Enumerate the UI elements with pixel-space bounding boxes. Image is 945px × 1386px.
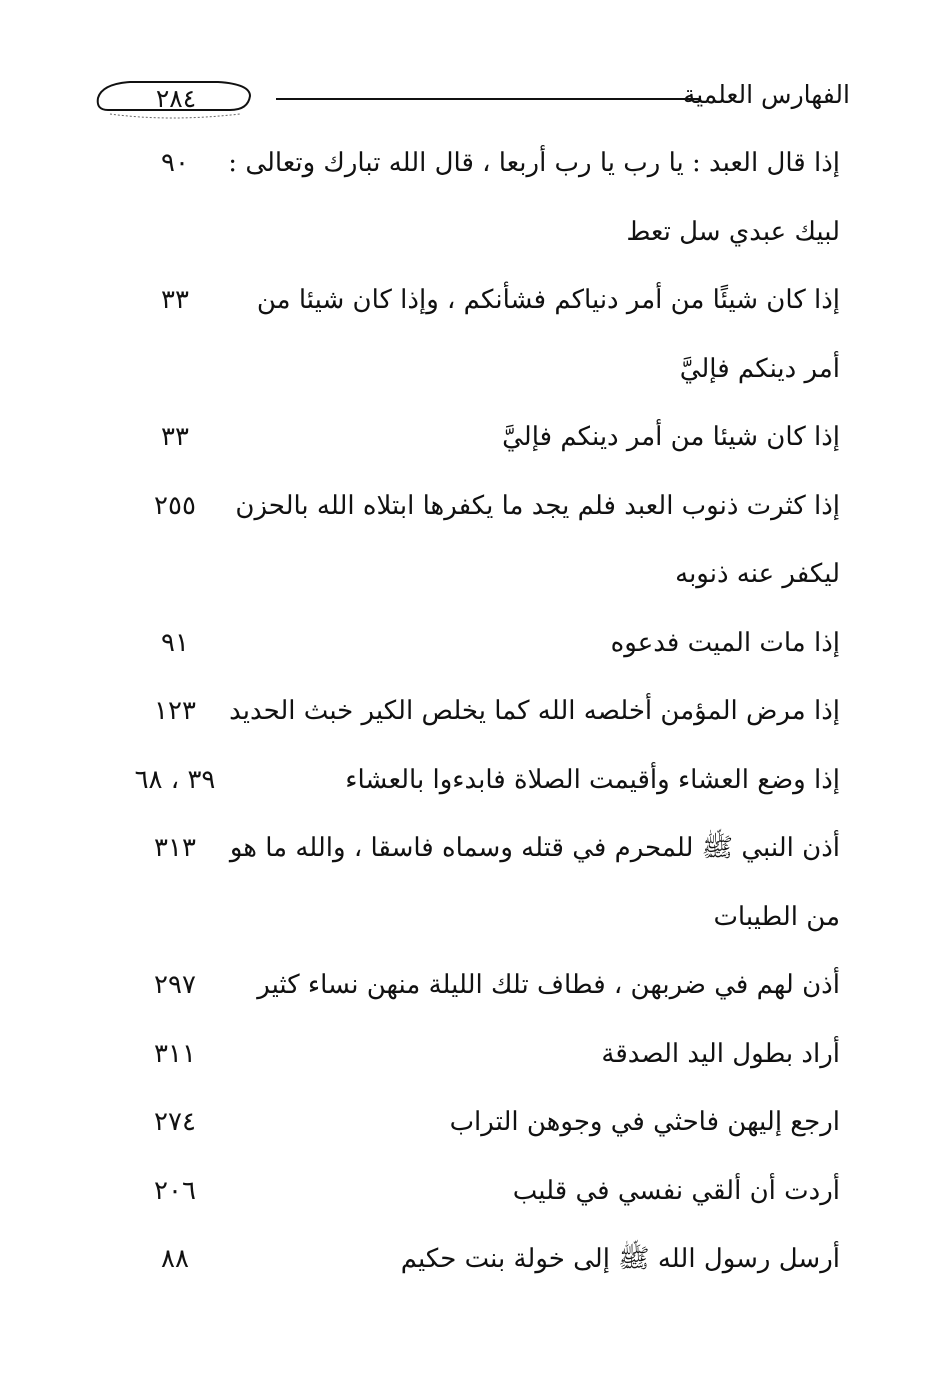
page-header: [90, 72, 850, 122]
entry-text: إذا مرض المؤمن أخلصه الله كما يخلص الكير خبث الحديد: [229, 696, 840, 726]
index-entry: [0, 1156, 945, 1216]
entry-text: إذا كان شيئًا من أمر دنياكم فشأنكم ، وإذا كان شيئا من: [256, 285, 840, 315]
entry-page-reference: ٢٩٧: [154, 970, 196, 1000]
index-entry: [0, 128, 945, 188]
running-header-title: الفهارس العلمية: [682, 80, 850, 109]
index-entry: [0, 265, 945, 325]
index-entry: [0, 608, 945, 668]
page-number: ٢٨٤: [155, 84, 197, 113]
entry-page-reference: ١٢٣: [154, 696, 196, 726]
entry-text: أذن النبي ﷺ للمحرم في قتله وسماه فاسقا ، والله ما هو: [229, 833, 840, 863]
entry-page-reference: ٢٥٥: [154, 490, 196, 521]
entry-text: أذن لهم في ضربهن ، فطاف تلك الليلة منهن نساء كثير: [257, 970, 840, 1000]
entry-page-reference: ٨٨: [161, 1244, 189, 1274]
entry-text: لبيك عبدي سل تعط: [626, 216, 840, 247]
index-entry: [0, 471, 945, 531]
entry-text: أراد بطول اليد الصدقة: [601, 1038, 840, 1069]
entry-page-reference: ٩٠: [161, 148, 189, 178]
index-entry-continuation: [0, 197, 945, 257]
entry-text: ليكفر عنه ذنوبه: [675, 559, 840, 589]
entry-page-reference: ٢٠٦: [154, 1175, 196, 1206]
entry-text: إذا مات الميت فدعوه: [610, 627, 840, 658]
entry-text: إذا قال العبد : يا رب يا رب أربعا ، قال الله تبارك وتعالى :: [228, 148, 840, 178]
index-entry-continuation: [0, 539, 945, 599]
index-entry: [0, 745, 945, 805]
index-entry: [0, 1019, 945, 1079]
entry-page-reference: ٢٧٤: [154, 1107, 196, 1137]
index-entry: [0, 950, 945, 1010]
index-entry-continuation: [0, 882, 945, 942]
index-entry: [0, 1087, 945, 1147]
entry-text: من الطيبات: [713, 901, 840, 932]
entry-text: أرسل رسول الله ﷺ إلى خولة بنت حكيم: [400, 1244, 840, 1274]
entry-text: ارجع إليهن فاحثي في وجوهن التراب: [449, 1107, 840, 1137]
index-entry: [0, 676, 945, 736]
entry-page-reference: ٣٣: [161, 422, 189, 452]
entry-page-reference: ٩١: [161, 627, 189, 658]
entry-text: إذا كان شيئا من أمر دينكم فإليَّ: [502, 422, 840, 452]
index-entry: [0, 402, 945, 462]
entry-text: إذا كثرت ذنوب العبد فلم يجد ما يكفرها ابتلاه الله بالحزن: [235, 490, 840, 521]
index-entry: [0, 813, 945, 873]
index-entry-continuation: [0, 334, 945, 394]
header-divider: [276, 98, 700, 100]
entry-page-reference: ٣١١: [154, 1038, 196, 1069]
entry-text: أمر دينكم فإليَّ: [679, 353, 840, 384]
entry-text: إذا وضع العشاء وأقيمت الصلاة فابدءوا بالعشاء: [345, 764, 840, 795]
index-entry: [0, 1224, 945, 1284]
entry-page-reference: ٣١٣: [154, 833, 196, 863]
entry-text: أردت أن ألقي نفسي في قليب: [512, 1175, 840, 1206]
entry-page-reference: ٣٣: [161, 285, 189, 315]
entry-page-reference: ٣٩ ، ٦٨: [134, 764, 216, 795]
